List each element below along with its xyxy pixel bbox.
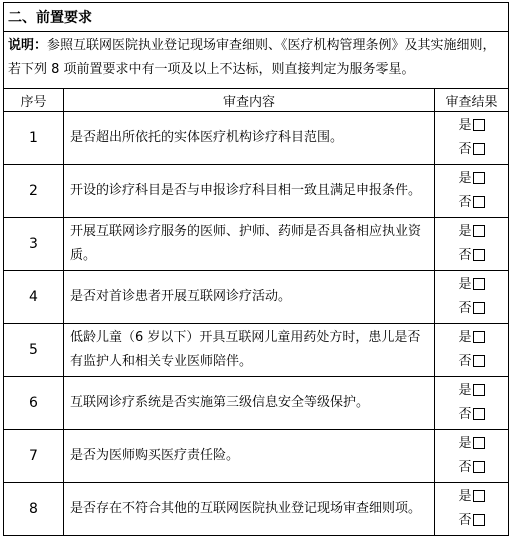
instruction-note [4,32,509,89]
no-label: 否 [458,301,472,316]
row-content: 开展互联网诊疗服务的医师、护师、药师是否具备相应执业资质。 [64,218,435,271]
yes-checkbox[interactable] [473,172,485,184]
yes-label: 是 [458,224,472,239]
row-content: 是否对首诊患者开展互联网诊疗活动。 [64,271,435,324]
row-result [435,112,509,165]
yes-label: 是 [458,330,472,345]
yes-label: 是 [458,118,472,133]
row-content: 是否为医师购买医疗责任险。 [64,430,435,483]
no-checkbox[interactable] [473,196,485,208]
yes-label: 是 [458,277,472,292]
row-result [435,430,509,483]
row-number: 5 [4,324,64,377]
yes-checkbox[interactable] [473,225,485,237]
yes-checkbox[interactable] [473,331,485,343]
prerequisite-table [3,2,509,536]
yes-option[interactable] [435,485,508,509]
no-label: 否 [458,248,472,263]
row-content: 是否超出所依托的实体医疗机构诊疗科目范围。 [64,112,435,165]
row-number: 2 [4,165,64,218]
row-number: 6 [4,377,64,430]
yes-option[interactable] [435,379,508,403]
note-label: 说明： [8,38,48,53]
table-header-row [4,89,509,112]
table-row-7 [4,430,509,483]
yes-label: 是 [458,383,472,398]
no-option[interactable] [435,456,508,480]
header-no: 序号 [4,89,64,112]
yes-checkbox[interactable] [473,278,485,290]
no-label: 否 [458,195,472,210]
table-row-6 [4,377,509,430]
no-label: 否 [458,460,472,475]
yes-checkbox[interactable] [473,490,485,502]
yes-checkbox[interactable] [473,119,485,131]
yes-option[interactable] [435,114,508,138]
yes-label: 是 [458,489,472,504]
no-checkbox[interactable] [473,514,485,526]
no-option[interactable] [435,244,508,268]
row-number: 7 [4,430,64,483]
yes-option[interactable] [435,326,508,350]
row-number: 3 [4,218,64,271]
row-result [435,165,509,218]
no-checkbox[interactable] [473,355,485,367]
row-content: 低龄儿童（6 岁以下）开具互联网儿童用药处方时，患儿是否有监护人和相关专业医师陪伴。 [64,324,435,377]
yes-label: 是 [458,436,472,451]
no-checkbox[interactable] [473,302,485,314]
table-row-5 [4,324,509,377]
no-checkbox[interactable] [473,249,485,261]
yes-option[interactable] [435,273,508,297]
table-row-3 [4,218,509,271]
no-checkbox[interactable] [473,461,485,473]
table-row-2 [4,165,509,218]
yes-option[interactable] [435,167,508,191]
table-row-4 [4,271,509,324]
section-title: 二、前置要求 [4,3,509,32]
row-content: 是否存在不符合其他的互联网医院执业登记现场审查细则项。 [64,483,435,536]
no-option[interactable] [435,403,508,427]
table-row-1 [4,112,509,165]
no-checkbox[interactable] [473,408,485,420]
row-number: 1 [4,112,64,165]
no-label: 否 [458,354,472,369]
table-body [4,112,509,536]
yes-option[interactable] [435,220,508,244]
no-label: 否 [458,407,472,422]
row-result [435,483,509,536]
yes-checkbox[interactable] [473,437,485,449]
no-option[interactable] [435,191,508,215]
no-option[interactable] [435,138,508,162]
no-label: 否 [458,513,472,528]
yes-checkbox[interactable] [473,384,485,396]
row-result [435,218,509,271]
header-content: 审查内容 [64,89,435,112]
no-option[interactable] [435,297,508,321]
row-result [435,271,509,324]
row-number: 4 [4,271,64,324]
no-option[interactable] [435,509,508,533]
note-text: 参照互联网医院执业登记现场审查细则、《医疗机构管理条例》及其实施细则，若下列 8 项前置要求中有一项及以上不达标，则直接判定为服务零星。 [8,38,496,77]
row-content: 开设的诊疗科目是否与申报诊疗科目相一致且满足申报条件。 [64,165,435,218]
table-row-8 [4,483,509,536]
yes-option[interactable] [435,432,508,456]
no-label: 否 [458,142,472,157]
row-content: 互联网诊疗系统是否实施第三级信息安全等级保护。 [64,377,435,430]
row-result [435,324,509,377]
yes-label: 是 [458,171,472,186]
no-option[interactable] [435,350,508,374]
header-result: 审查结果 [435,89,509,112]
row-number: 8 [4,483,64,536]
row-result [435,377,509,430]
no-checkbox[interactable] [473,143,485,155]
